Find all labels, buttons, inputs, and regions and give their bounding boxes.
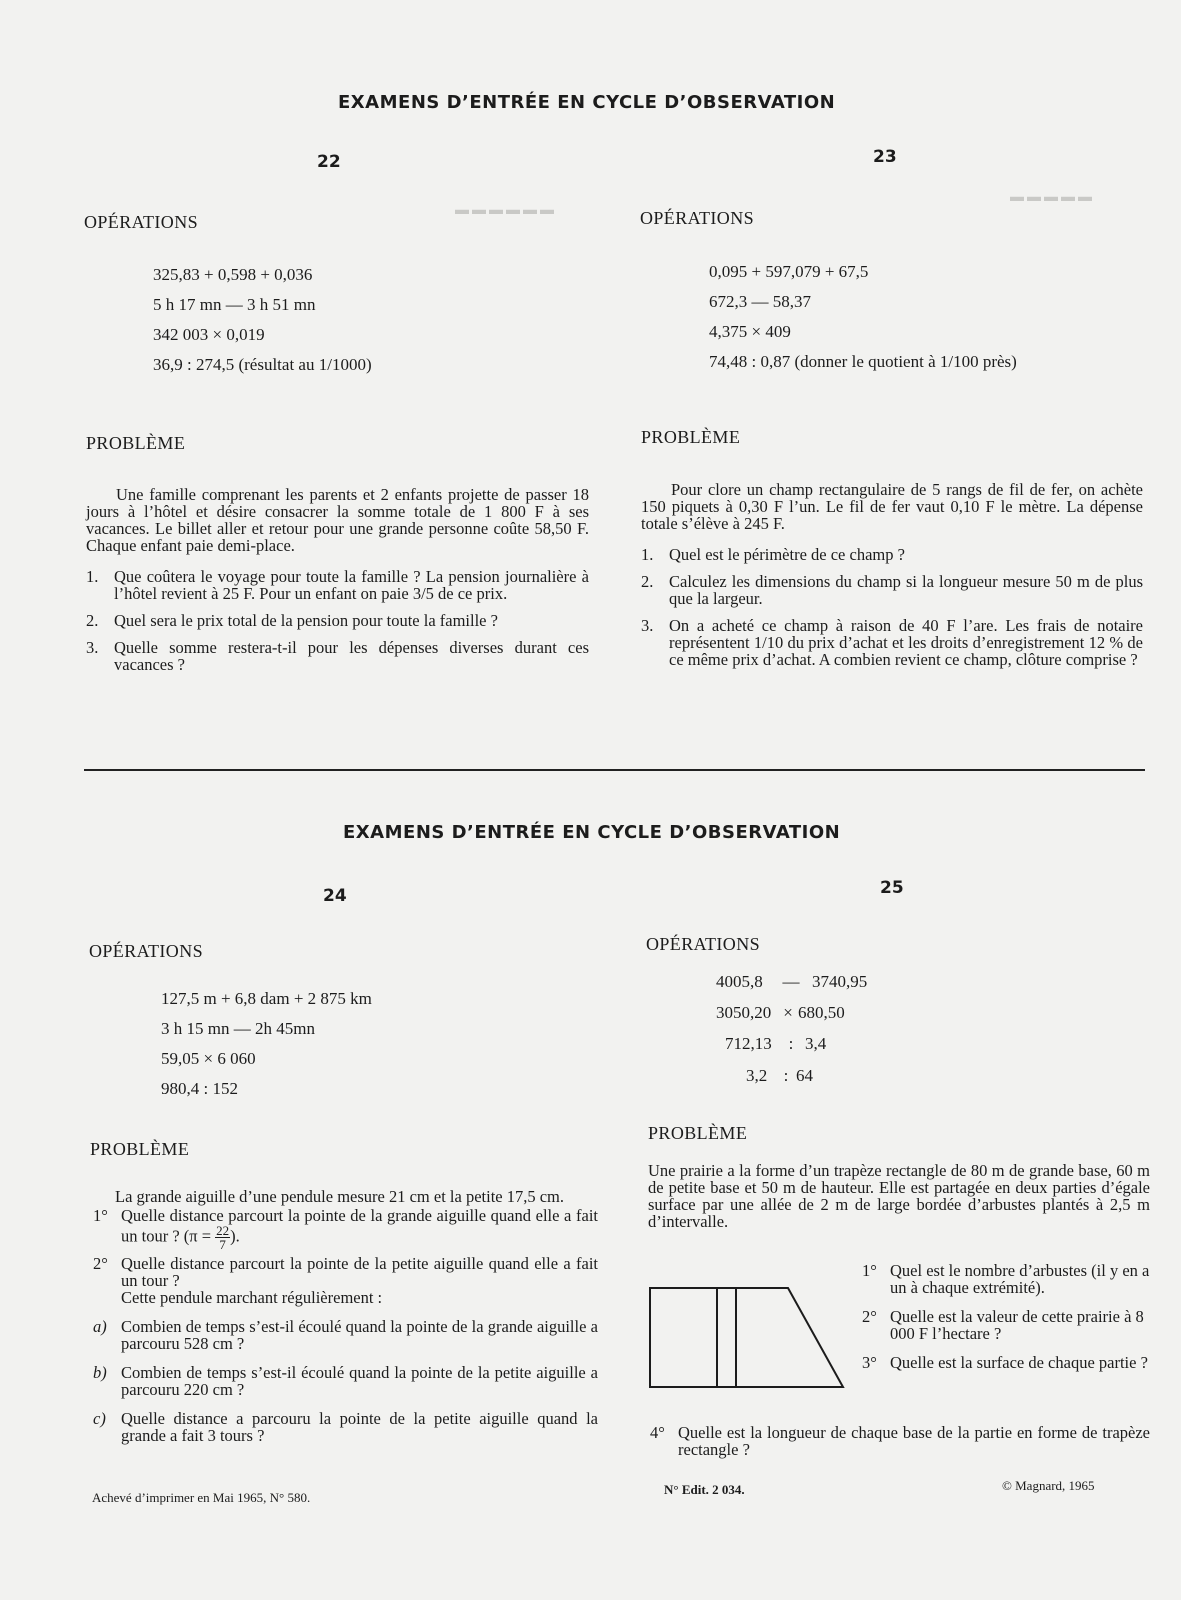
question-marker: 3.: [86, 638, 99, 657]
question-marker: 3°: [862, 1353, 877, 1372]
problem-intro: La grande aiguille d’une pendule mesure 21 cm et la petite 17,5 cm.: [115, 1187, 565, 1206]
problem-heading: PROBLÈME: [90, 1139, 190, 1159]
question-item: [86, 568, 589, 602]
subquestion-marker: c): [93, 1409, 106, 1428]
question-text: Quelle est la longueur de chaque base de la partie en forme de trapèze rectangle ?: [678, 1423, 1150, 1459]
question-item: [650, 1424, 1150, 1468]
question-text: [121, 1207, 598, 1251]
subquestion-text: Quelle distance a parcouru la pointe de la petite aiguille quand la grande a fait 3 tours ?: [121, 1409, 598, 1445]
operation-line: [725, 1034, 885, 1054]
question-item: [862, 1308, 1152, 1342]
operand: 3050,20: [716, 1003, 772, 1022]
operations-heading: OPÉRATIONS: [640, 208, 755, 228]
section-divider: [84, 769, 1145, 771]
section-title: EXAMENS D’ENTRÉE EN CYCLE D’OBSERVATION: [338, 92, 836, 113]
question-item: [93, 1255, 598, 1306]
operation-line: 59,05 × 6 060: [161, 1049, 256, 1068]
show-through-text: ▬▬▬▬▬: [1010, 190, 1095, 205]
operand: 64: [796, 1066, 813, 1085]
subquestion-marker: b): [93, 1363, 107, 1382]
show-through-text: ▬▬▬▬▬▬: [455, 203, 557, 218]
question-text-tail: ).: [230, 1226, 240, 1246]
question-text: Quelle est la surface de chaque partie ?: [890, 1353, 1148, 1372]
fraction-denominator: 7: [219, 1237, 226, 1252]
question-text: [121, 1255, 598, 1306]
question-marker: 3.: [641, 616, 654, 635]
operation-line: [746, 1066, 886, 1086]
copyright-note: © Magnard, 1965: [1002, 1478, 1095, 1493]
section-title: EXAMENS D’ENTRÉE EN CYCLE D’OBSERVATION: [343, 822, 841, 843]
question-text: On a acheté ce champ à raison de 40 F l’are. Les frais de notaire représentent 1/10 du prix d’achat et les droits d’enregistrement 12 % de ce même prix d’achat. A combien revient ce champ, clôture comprise ?: [669, 616, 1143, 669]
question-marker: 2°: [93, 1254, 108, 1273]
operations-list: [161, 989, 372, 1109]
operand: 3,4: [805, 1034, 827, 1053]
question-marker: 1°: [93, 1206, 108, 1225]
problem-text: [93, 1188, 598, 1454]
operations-heading: OPÉRATIONS: [89, 941, 204, 961]
edition-number: N° Edit. 2 034.: [664, 1482, 745, 1497]
subquestion-item: [93, 1318, 598, 1352]
operation-line: 5 h 17 mn — 3 h 51 mn: [153, 295, 316, 314]
operations-heading: OPÉRATIONS: [84, 212, 199, 232]
problem-heading: PROBLÈME: [86, 433, 186, 453]
question-item: [93, 1207, 598, 1251]
problem-heading: PROBLÈME: [648, 1123, 748, 1143]
operation-line: [716, 1003, 886, 1023]
question-text: Calculez les dimensions du champ si la longueur mesure 50 m de plus que la largeur.: [669, 572, 1143, 608]
exercise-number: 24: [323, 886, 347, 906]
operation-line: 4,375 × 409: [709, 322, 791, 341]
operation-line: [716, 972, 886, 992]
operation-line: 325,83 + 0,598 + 0,036: [153, 265, 313, 284]
operand: 3740,95: [812, 972, 868, 991]
operations-heading: OPÉRATIONS: [646, 934, 761, 954]
question-item: [641, 546, 1143, 563]
subquestion-text: Combien de temps s’est-il écoulé quand la pointe de la grande aiguille a parcouru 528 cm ?: [121, 1317, 598, 1353]
problem-text: [641, 481, 1143, 678]
operation-line: 36,9 : 274,5 (résultat au 1/1000): [153, 355, 372, 374]
question-list: [862, 1262, 1152, 1381]
question-marker: 4°: [650, 1423, 665, 1442]
operation-line: 672,3 — 58,37: [709, 292, 811, 311]
question-row: [650, 1424, 1150, 1458]
problem-intro: Une prairie a la forme d’un trapèze rectangle de 80 m de grande base, 60 m de petite base et 50 m de hauteur. Elle est partagée en deux parties d’égale surface par une allée de 2 m de large bordée d’arbustes plantés à 2,5 m d’intervalle.: [648, 1161, 1150, 1231]
exercise-number: 23: [873, 147, 897, 167]
operator: :: [788, 1034, 794, 1053]
trapezoid-outline: [650, 1288, 843, 1387]
problem-text: [86, 486, 589, 683]
question-item: [862, 1262, 1152, 1296]
pi-fraction: [215, 1224, 230, 1251]
subquestion-item: [93, 1364, 598, 1398]
question-marker: 2°: [862, 1307, 877, 1326]
operator: —: [782, 972, 800, 991]
fraction-numerator: 22: [216, 1223, 230, 1238]
question-text: Quel est le périmètre de ce champ ?: [669, 545, 905, 564]
subquestion-marker: a): [93, 1317, 107, 1336]
operations-list: [709, 262, 1017, 382]
subquestion-text: Combien de temps s’est-il écoulé quand la pointe de la petite aiguille a parcouru 220 cm ?: [121, 1363, 598, 1399]
problem-intro: Une famille comprenant les parents et 2 enfants projette de passer 18 jours à l’hôtel et désire consacrer la somme totale de 1 800 F à ses vacances. Le billet aller et retour pour une grande personne coûte 58,50 F. Chaque enfant paie demi-place.: [86, 485, 589, 555]
question-item: [86, 612, 589, 629]
question-marker: 1.: [86, 567, 99, 586]
question-marker: 2.: [86, 611, 99, 630]
operation-line: 980,4 : 152: [161, 1079, 238, 1098]
operation-line: 74,48 : 0,87 (donner le quotient à 1/100 près): [709, 352, 1017, 371]
question-marker: 2.: [641, 572, 654, 591]
operation-line: 342 003 × 0,019: [153, 325, 265, 344]
question-text: Quel sera le prix total de la pension pour toute la famille ?: [114, 611, 498, 630]
exercise-number: 22: [317, 152, 341, 172]
question-note: Cette pendule marchant régulièrement :: [121, 1288, 383, 1307]
problem-heading: PROBLÈME: [641, 427, 741, 447]
question-marker: 1°: [862, 1261, 877, 1280]
trapezoid-diagram: [647, 1283, 847, 1393]
operation-line: 127,5 m + 6,8 dam + 2 875 km: [161, 989, 372, 1008]
question-item: [862, 1354, 1152, 1371]
operand: 3,2: [746, 1066, 768, 1085]
question-text: Que coûtera le voyage pour toute la famille ? La pension journalière à l’hôtel revient à 25 F. Pour un enfant on paie 3/5 de ce prix.: [114, 567, 589, 603]
operation-line: 3 h 15 mn — 2h 45mn: [161, 1019, 315, 1038]
operand: 680,50: [798, 1003, 845, 1022]
question-text: Quelle est la valeur de cette prairie à 8 000 F l’hectare ?: [890, 1307, 1144, 1343]
problem-intro: Pour clore un champ rectangulaire de 5 rangs de fil de fer, on achète 150 piquets à 0,30 F l’un. Le fil de fer vaut 0,10 F le mètre. La dépense totale s’élève à 245 F.: [641, 480, 1143, 533]
operand: 712,13: [725, 1034, 772, 1053]
question-text-body: Quelle distance parcourt la pointe de la petite aiguille quand elle a fait un tour ?: [121, 1254, 598, 1290]
printing-note: Achevé d’imprimer en Mai 1965, N° 580.: [92, 1490, 311, 1505]
operator: :: [783, 1066, 789, 1085]
question-text: Quelle somme restera-t-il pour les dépenses diverses durant ces vacances ?: [114, 638, 589, 674]
operation-line: 0,095 + 597,079 + 67,5: [709, 262, 869, 281]
operations-list: [153, 265, 372, 385]
question-item: [86, 639, 589, 673]
question-item: [641, 617, 1143, 668]
question-marker: 1.: [641, 545, 654, 564]
operand: 4005,8: [716, 972, 763, 991]
operator: ×: [783, 1003, 793, 1022]
subquestion-item: [93, 1410, 598, 1444]
exercise-number: 25: [880, 878, 904, 898]
question-text: Quel est le nombre d’arbustes (il y en a un à chaque extrémité).: [890, 1261, 1150, 1297]
question-item: [641, 573, 1143, 607]
question-text-body: Quelle distance parcourt la pointe de la grande aiguille quand elle a fait un tour ? (π =: [121, 1206, 598, 1246]
